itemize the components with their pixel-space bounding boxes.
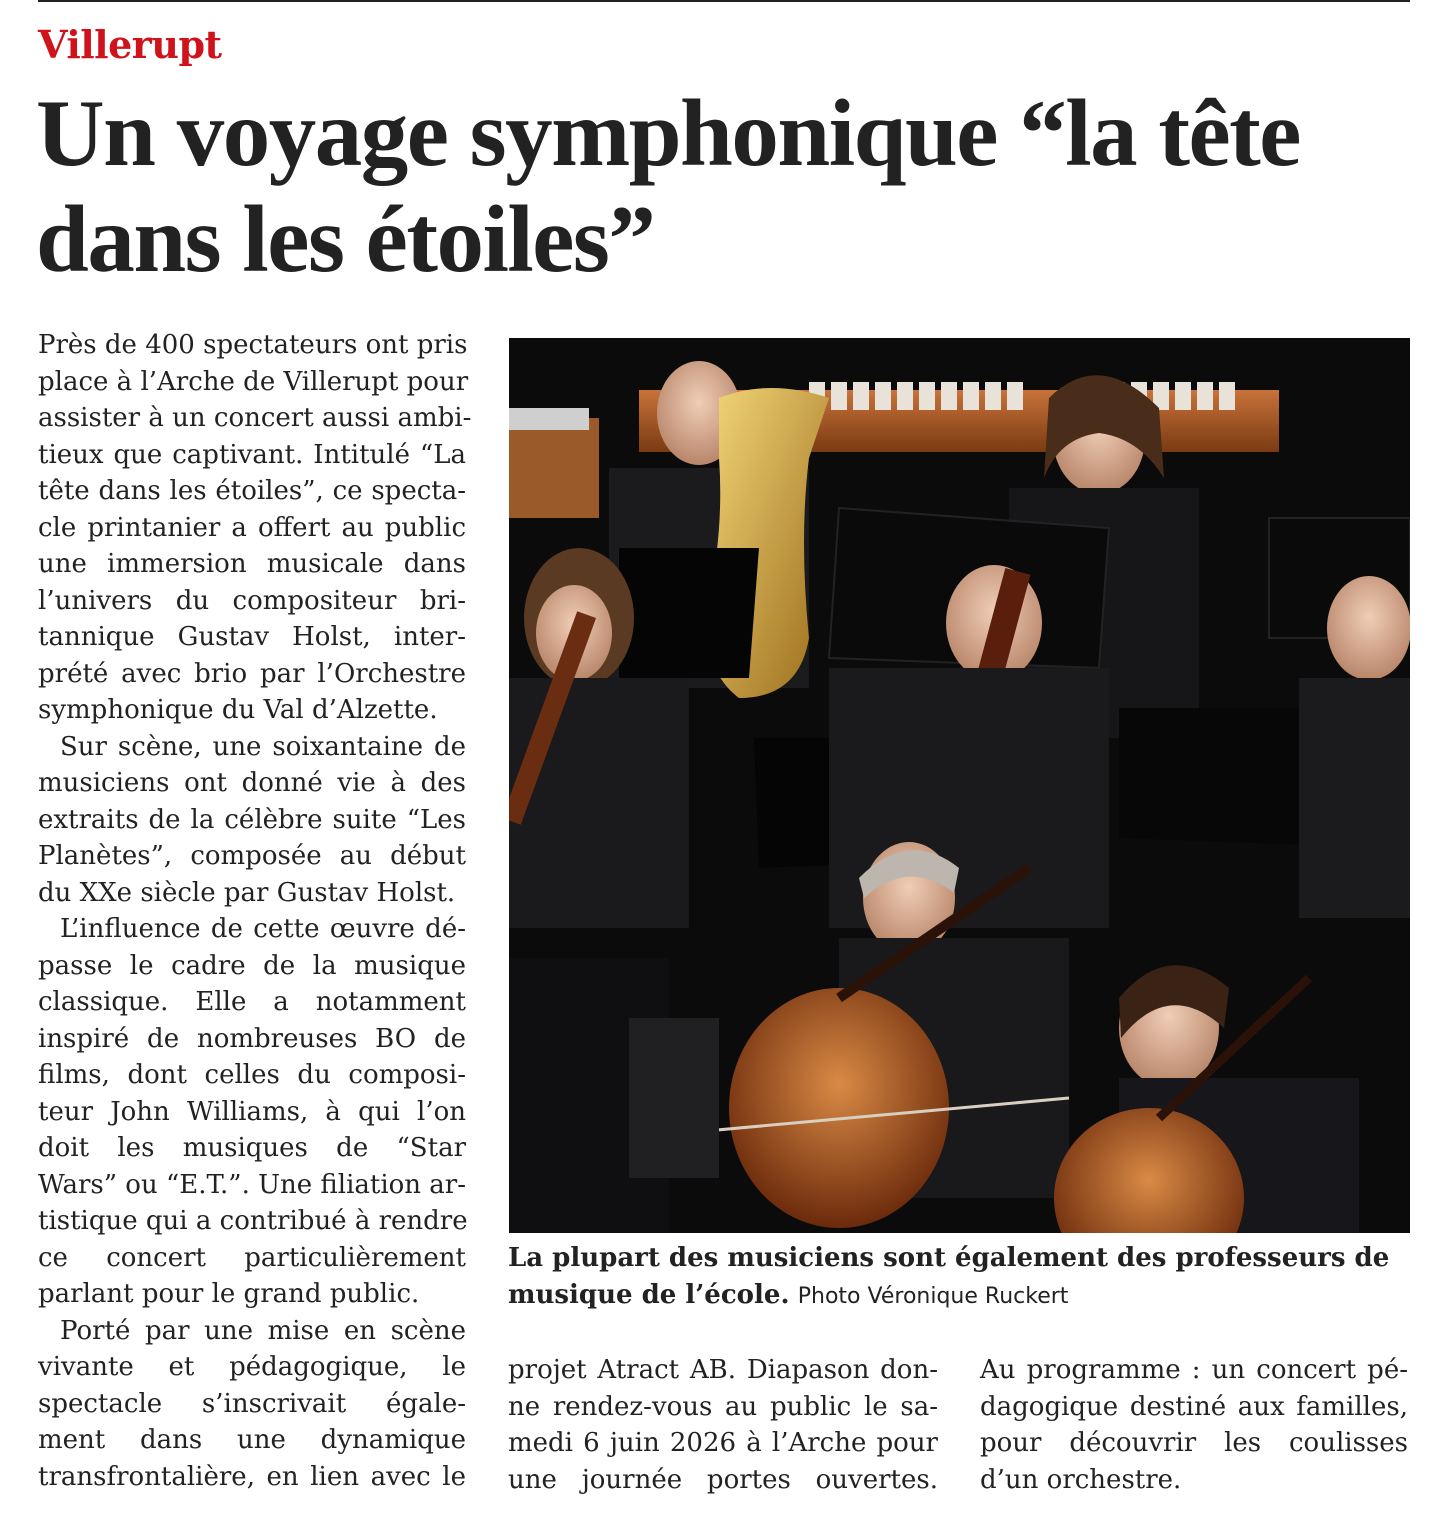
text-line: d’un orchestre. (980, 1464, 1182, 1495)
text-line: Sur scène, une soixantaine de (60, 731, 466, 762)
body-column-2 (508, 1352, 938, 1498)
text-line: l’univers du compositeur bri- (38, 585, 466, 616)
text-line: pour découvrir les coulisses (980, 1428, 1408, 1458)
text-line: symphonique du Val d’Alzette. (38, 695, 438, 725)
text-line: parlant pour le grand public. (38, 1279, 420, 1309)
text-line: assister à un concert aussi ambi- (38, 403, 472, 433)
text-line: tistique qui a contribué à rendre (38, 1206, 468, 1236)
text-line: dagogique destiné aux familles, (980, 1391, 1408, 1422)
orchestra-illustration (509, 338, 1410, 1233)
text-line: teur John Williams, à qui l’on (38, 1096, 466, 1127)
orchestra-photo (509, 338, 1410, 1233)
caption-text: La plupart des musiciens sont également des professeurs de musique de l’école. (508, 1243, 1390, 1310)
top-rule (38, 0, 1410, 2)
text-line: medi 6 juin 2026 à l’Arche pour (508, 1428, 938, 1458)
text-line: Près de 400 spectateurs ont pris (38, 330, 468, 360)
photo-credit: Photo Véronique Ruckert (797, 1284, 1069, 1309)
text-line: Wars” ou “E.T.”. Une filiation ar- (38, 1169, 467, 1200)
text-line: classique. Elle a notamment (38, 987, 466, 1017)
text-line: musiciens ont donné vie à des (38, 768, 466, 798)
text-line: transfrontalière, en lien avec le (38, 1461, 466, 1492)
text-line: tannique Gustav Holst, inter- (38, 622, 466, 652)
text-line: Planètes”, composée au début (38, 841, 466, 871)
text-line: du XXe siècle par Gustav Holst. (38, 877, 456, 908)
text-line: vivante et pédagogique, le (38, 1352, 466, 1382)
text-line: tête dans les étoiles”, ce specta- (38, 476, 466, 506)
body-column-1 (38, 327, 472, 1495)
text-line: L’influence de cette œuvre dé- (60, 914, 466, 944)
article-headline (36, 80, 1426, 292)
headline-line-1: Un voyage symphonique “la tête (36, 80, 1300, 186)
text-line: prété avec brio par l’Orchestre (38, 658, 466, 689)
text-line: doit les musiques de “Star (38, 1133, 466, 1163)
text-line: extraits de la célèbre suite “Les (38, 804, 466, 835)
text-line: spectacle s’inscrivait égale- (38, 1388, 466, 1419)
text-line: tieux que captivant. Intitulé “La (38, 439, 466, 470)
section-kicker: Villerupt (38, 22, 222, 67)
text-line: place à l’Arche de Villerupt pour (38, 366, 469, 397)
headline-line-2: dans les étoiles” (36, 186, 655, 292)
text-line: ce concert particulièrement (38, 1242, 466, 1273)
text-line: films, dont celles du composi- (38, 1060, 466, 1090)
text-line: une journée portes ouvertes. (508, 1464, 938, 1495)
photo-caption (508, 1240, 1408, 1315)
text-line: Au programme : un concert pé- (980, 1355, 1408, 1385)
text-line: ne rendez-vous au public le sa- (508, 1391, 938, 1422)
text-line: ment dans une dynamique (38, 1425, 466, 1455)
text-line: projet Atract AB. Diapason don- (508, 1355, 938, 1385)
text-line: une immersion musicale dans (38, 549, 466, 579)
text-line: inspiré de nombreuses BO de (38, 1023, 466, 1054)
body-column-3 (980, 1352, 1408, 1498)
text-line: cle printanier a offert au public (38, 512, 466, 543)
text-line: passe le cadre de la musique (38, 950, 466, 981)
text-line: Porté par une mise en scène (60, 1315, 466, 1346)
